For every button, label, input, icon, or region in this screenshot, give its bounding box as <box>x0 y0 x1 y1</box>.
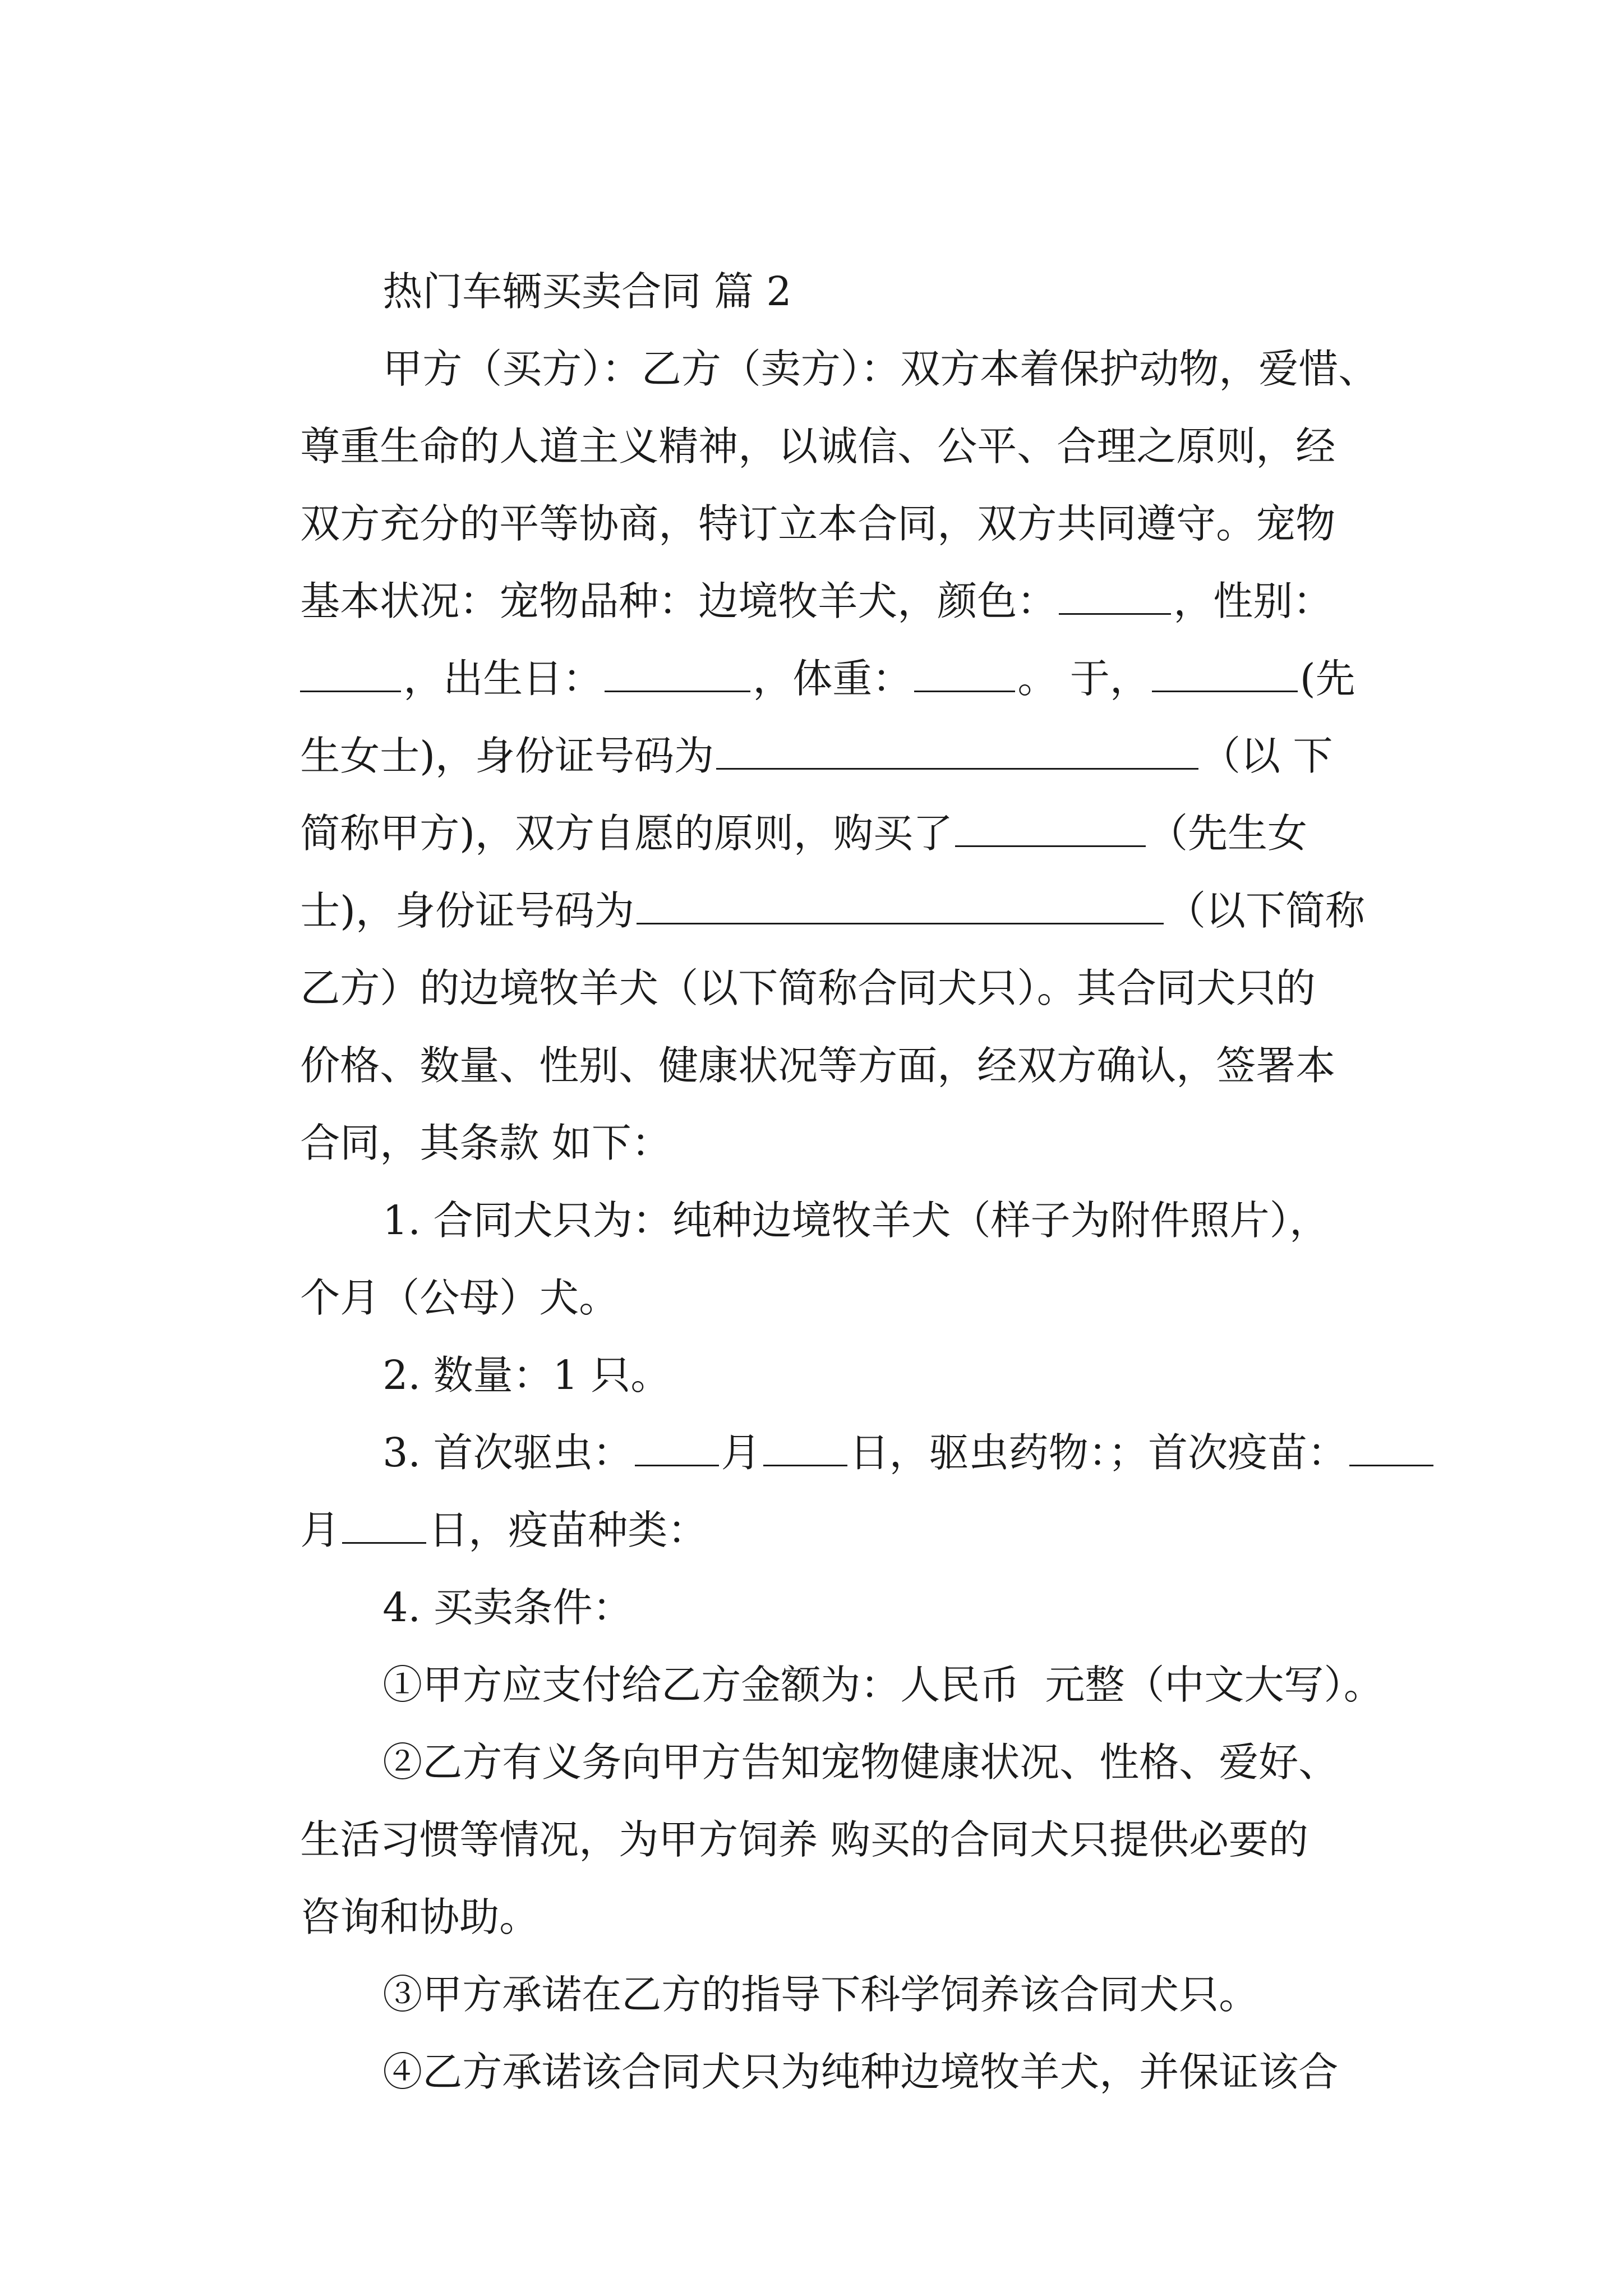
document-title: 热门车辆买卖合同 篇 2 <box>382 268 792 315</box>
paragraph-line: 咨询和协助。 <box>300 1894 540 1940</box>
clause-4-item-2: ②乙方有义务向甲方告知宠物健康状况、性格、爱好、 <box>382 1739 1339 1786</box>
paragraph-line: 月 日，疫苗种类： <box>250 1446 707 1614</box>
paragraph-line: 基本状况：宠物品种：边境牧羊犬，颜色： ，性别： <box>250 517 1332 685</box>
paragraph-line: 个月（公母）犬。 <box>300 1274 619 1321</box>
clause-2: 2. 数量：1 只。 <box>382 1352 671 1398</box>
clause-4-item-4: ④乙方承诺该合同犬只为纯种边境牧羊犬，并保证该合 <box>382 2049 1339 2095</box>
fill-blank-deworm-day[interactable] <box>763 1428 847 1466</box>
clause-1: 1. 合同犬只为：纯种边境牧羊犬（样子为附件照片）， <box>382 1197 1330 1244</box>
clause-4: 4. 买卖条件： <box>382 1584 633 1631</box>
paragraph-line: 价格、数量、性别、健康状况等方面，经双方确认，签署本 <box>300 1042 1336 1089</box>
paragraph-line: 生活习惯等情况，为甲方饲养 购买的合同犬只提供必要的 <box>300 1816 1308 1863</box>
paragraph-line: 双方充分的平等协商，特订立本合同，双方共同遵守。宠物 <box>300 500 1336 547</box>
paragraph-line: 甲方（买方）：乙方（卖方）：双方本着保护动物，爱惜、 <box>382 346 1378 392</box>
paragraph-line: ，出生日： ，体重： 。 于， (先 <box>250 595 1355 763</box>
paragraph-line: 乙方）的边境牧羊犬（以下简称合同犬只）。其合同犬只的 <box>300 965 1316 1011</box>
paragraph-line: 尊重生命的人道主义精神，以诚信、公平、合理之原则，经 <box>300 423 1336 470</box>
clause-4-item-1: ①甲方应支付给乙方金额为：人民币 元整（中文大写）。 <box>382 1662 1384 1708</box>
paragraph-line: 简称甲方)，双方自愿的原则，购买了 （先生女 <box>250 749 1307 918</box>
paragraph-line: 生女士)，身份证号码为 （以 下 <box>250 672 1333 840</box>
clause-3: 3. 首次驱虫： 月 日，驱虫药物：；首次疫苗： <box>332 1369 1436 1537</box>
paragraph-line: 士)，身份证号码为 （以下简称 <box>250 827 1365 995</box>
fill-blank-vaccine-year[interactable] <box>1349 1428 1433 1466</box>
paragraph-line: 合同，其条款 如下： <box>300 1120 671 1166</box>
clause-4-item-3: ③甲方承诺在乙方的指导下科学饲养该合同犬只。 <box>382 1971 1259 2018</box>
